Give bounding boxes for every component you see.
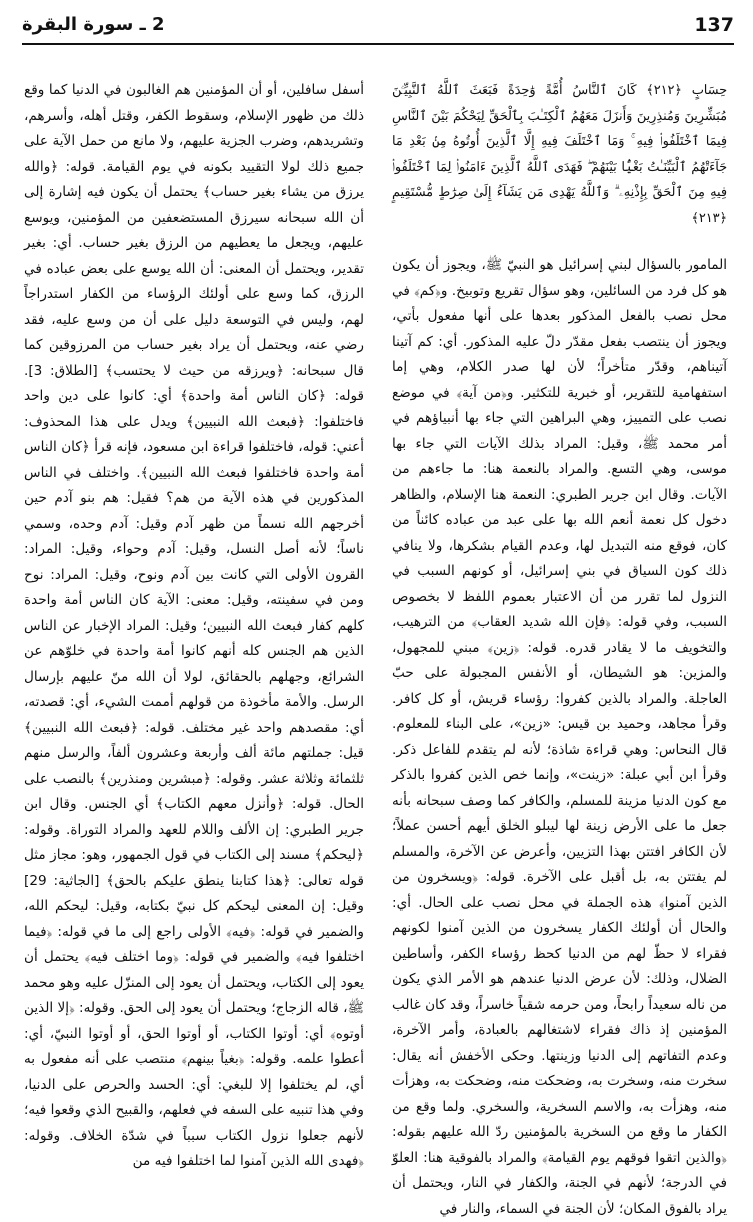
header-rule <box>22 43 734 45</box>
quran-verse-text: حِسَابٍ ﴿٢١٢﴾ كَانَ ٱلنَّاسُ أُمَّةً وَٰحِدَةً فَبَعَثَ ٱللَّهُ ٱلنَّبِيِّـۧنَ مُبَشِّرِينَ وَمُنذِرِينَ وَأَنزَلَ مَعَهُمُ ٱلْكِتَـٰبَ بِٱلْحَقِّ لِيَحْكُمَ بَيْنَ ٱلنَّاسِ فِيمَا ٱخْتَلَفُوا۟ فِيهِ ۚ وَمَا ٱخْتَلَفَ فِيهِ إِلَّا ٱلَّذِينَ أُوتُوهُ مِنۢ بَعْدِ مَا جَآءَتْهُمُ ٱلْبَيِّنَـٰتُ بَغْيًۢا بَيْنَهُمْ ۖ فَهَدَى ٱللَّهُ ٱلَّذِينَ ءَامَنُوا۟ لِمَا ٱخْتَلَفُوا۟ فِيهِ مِنَ ٱلْحَقِّ بِإِذْنِهِۦ ۗ وَٱللَّهُ يَهْدِى مَن يَشَآءُ إِلَىٰ صِرَٰطٍ مُّسْتَقِيمٍ ﴿٢١٣﴾ <box>392 83 727 226</box>
commentary-paragraph: المامور بالسؤال لبني إسرائيل هو النبيّ ﷺ، ويجوز أن يكون هو كل فرد من السائلين، وهو سؤال تقريع وتوبيخ. و﴿كم﴾ في محل نصب بالفعل المذكور بعدها على أنها مفعول بأتي، ويجوز أن ينتصب بفعل مقدّر دلّ عليه المذكور. أي: كم آتينا آتيناهم، وقدّر متأخراً؛ لأن لها صدر الكلام، وهي إما استفهامية للتقرير، أو خبرية للتكثير. و﴿من آية﴾ في موضع نصب على التمييز، وهي البراهين التي جاء بها أنبياؤهم في أمر محمد ﷺ، وقيل: المراد بذلك الآيات التي جاء بها موسى، وهي التسع. والمراد بالنعمة هنا: ما جاءهم من الآيات. وقال ابن جرير الطبري: النعمة هنا الإسلام، والظاهر دخول كل نعمة أنعم الله بها على عبد من عباده كائناً من كان، فوقع منه التبديل لها، وعدم القيام بشكرها، ولا ينافي ذلك كون السياق في بني إسرائيل، أو كونهم السبب في النزول لما تقرر من أن الاعتبار بعموم اللفظ لا بخصوص السبب، وفي قوله: ﴿فإن الله شديد العقاب﴾ من الترهيب، والتخويف ما لا يقادر قدره. قوله: ﴿زين﴾ مبني للمجهول، والمزين: هو الشيطان، أو الأنفس المجبولة على حبّ العاجلة. والمراد بالذين كفروا: رؤساء قريش، أو كل كافر. وقرأ مجاهد، وحميد بن قيس: «زين»، على البناء للمعلوم. قال النحاس: وهي قراءة شاذة؛ لأنه لم يتقدم للفاعل ذكر. وقرأ ابن أبي عبلة: «زينت»، وإنما خص الذين كفروا بالذكر مع كون الدنيا مزينة للمسلم، والكافر كما وصف سبحانه بأنه جعل ما على الأرض زينة لها ليبلو الخلق أيهم أحسن عملاً؛ لأن الكافر افتتن بهذا التزيين، وأعرض عن الآخرة، والمسلم لم يفتتن به، بل أقبل على الآخرة. قوله: ﴿ويسخرون من الذين آمنوا﴾ هذه الجملة في محل نصب على الحال. أي: والحال أن أولئك الكفار يسخرون من الذين آمنوا لكونهم فقراء لا حظّ لهم من الدنيا كحظ رؤساء الكفر، وأساطين الضلال، وذلك: لأن عرض الدنيا عندهم هو الأمر الذي يكون من ناله سعيداً رابحاً، ومن حرمه شقياً خاسراً، وقد كان غالب المؤمنين إذ ذاك فقراء لاشتغالهم بالعبادة، وأمر الآخرة، وعدم التفاتهم إلى الدنيا وزينتها. وحكى الأخفش أنه يقال: سخرت منه، وسخرت به، وضحكت منه، وضحكت به، وهزأت منه، وهزأت به، والاسم السخرية، والسخري. ولما وقع من الكفار ما وقع من السخرية بالمؤمنين ردّ الله عليهم بقوله: ﴿والذين اتقوا فوقهم يوم القيامة﴾ والمراد بالفوقية هنا: العلوّ في الدرجة؛ لأنهم في الجنة، والكفار في النار، ويحتمل أن يراد بالفوق المكان؛ لأن الجنة في السماء، والنار في <box>392 257 727 1217</box>
surah-title: 2 ـ سورة البقرة <box>22 14 165 35</box>
right-column <box>392 78 727 1217</box>
page-number: 137 <box>694 14 734 36</box>
left-column <box>24 78 364 1169</box>
commentary-paragraph: أسفل سافلين، أو أن المؤمنين هم الغالبون في الدنيا كما وقع ذلك من ظهور الإسلام، وسقوط الكفر، وقتل أهله، وأسرهم، وتشريدهم، وضرب الجزية عليهم، ولا مانع من حمل الآية على جميع ذلك لولا التقييد بكونه في يوم القيامة. قوله: ﴿والله يرزق من يشاء بغير حساب﴾ يحتمل أن يكون فيه إشارة إلى أن الله سبحانه سيرزق المستضعفين من المؤمنين، ويوسع عليهم، ويجعل ما يعطيهم من الرزق بغير حساب. أي: بغير تقدير، ويحتمل أن المعنى: أن الله يوسع على بعض عباده في الرزق، كما وسع على أولئك الرؤساء من الكفار استدراجاً لهم، وليس في التوسعة دليل على أن من وسع عليه، فقد رضي عنه، ويحتمل أن يراد بغير حساب من المرزوقين كما قال سبحانه: ﴿ويرزقه من حيث لا يحتسب﴾ [الطلاق: 3]. قوله: ﴿كان الناس أمة واحدة﴾ أي: كانوا على دين واحد فاختلفوا: ﴿فبعث الله النبيين﴾ ويدل على هذا المحذوف: أعني: قوله، فاختلفوا قراءة ابن مسعود، فإنه قرأ ﴿كان الناس أمة واحدة فاختلفوا فبعث الله النبيين﴾. واختلف في الناس المذكورين في هذه الآية من هم؟ فقيل: هم بنو آدم حين أخرجهم الله نسماً من ظهر آدم وقيل: آدم وحده، وسمي ناساً؛ لأنه أصل النسل، وقيل: آدم وحواء، وقيل: المراد: القرون الأولى التي كانت بين آدم ونوح، وقيل: المراد: نوح ومن في سفينته، وقيل: معنى: الآية كان الناس أمة واحدة كلهم كفار فبعث الله النبيين؛ وقيل: المراد الإخبار عن الناس الذين هم الجنس كله أنهم كانوا أمة واحدة في خلوّهم عن الشرائع، وجهلهم بالحقائق، لولا أن الله منّ عليهم بإرسال الرسل. والأمة مأخوذة من قولهم أممت الشيء، أي: قصدته، أي: مقصدهم واحد غير مختلف. قوله: ﴿فبعث الله النبيين﴾ قيل: جملتهم مائة ألف وأربعة وعشرون ألفاً، والرسل منهم ثلثمائة وثلاثة عشر. وقوله: ﴿مبشرين ومنذرين﴾ بالنصب على الحال. قوله: ﴿وأنزل معهم الكتاب﴾ أي الجنس. وقال ابن جرير الطبري: إن الألف واللام للعهد والمراد التوراة. وقوله: ﴿ليحكم﴾ مسند إلى الكتاب في قول الجمهور، وهو: مجاز مثل قوله تعالى: ﴿هذا كتابنا ينطق عليكم بالحق﴾ [الجاثية: 29] وقيل: إن المعنى ليحكم كل نبيّ بكتابه، وقيل: ليحكم الله، والضمير في قوله: ﴿فيه﴾ الأولى راجع إلى ما في قوله: ﴿فيما اختلفوا فيه﴾ والضمير في قوله: ﴿وما اختلف فيه﴾ يحتمل أن يعود إلى الكتاب، ويحتمل أن يعود إلى المنزّل عليه وهو محمد ﷺ، قاله الزجاج؛ ويحتمل أن يعود إلى الحق. وقوله: ﴿إلا الذين أوتوه﴾ أي: أوتوا الكتاب، أو أوتوا الحق، أو أوتوا النبيّ، أي: أعطوا علمه. وقوله: ﴿بغياً بينهم﴾ منتصب على أنه مفعول به أي، لم يختلفوا إلا للبغي: أي: الحسد والحرص على الدنيا، وفي هذا تنبيه على السفه في فعلهم، والقبيح الذي وقعوا فيه؛ لأنهم جعلوا نزول الكتاب سبباً في شدّة الخلاف. وقوله: ﴿فهدى الله الذين آمنوا لما اختلفوا فيه من <box>24 82 364 1169</box>
page-header <box>22 14 734 44</box>
